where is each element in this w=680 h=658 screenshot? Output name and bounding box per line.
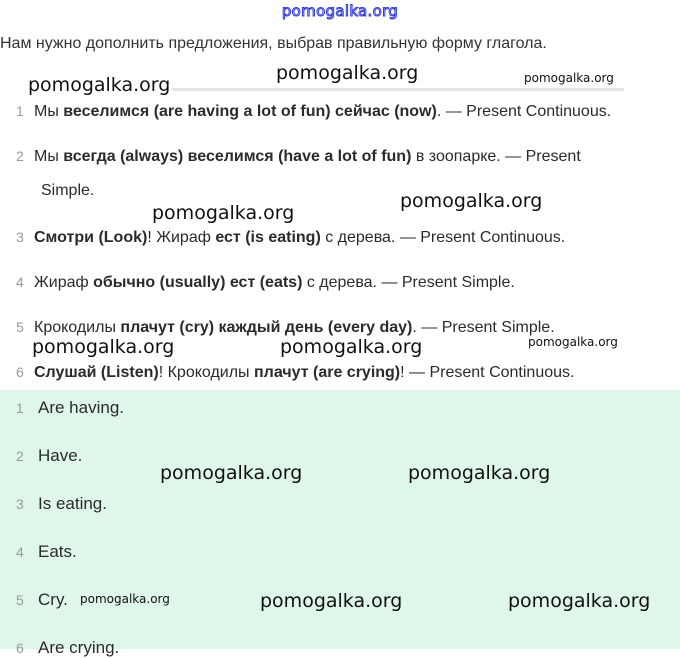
watermark: pomogalka.org xyxy=(508,590,651,612)
answer-number: 3 xyxy=(16,496,24,512)
answer-text: Eats. xyxy=(38,542,77,561)
answer-number: 1 xyxy=(16,400,24,416)
answer-item xyxy=(16,590,68,610)
item-text xyxy=(34,229,565,246)
watermark: pomogalka.org xyxy=(260,590,403,612)
answer-text: Are having. xyxy=(38,398,124,417)
item-text-plain: Мы xyxy=(34,148,64,165)
watermark: pomogalka.org xyxy=(32,336,175,358)
exercise-item xyxy=(16,272,515,293)
exercise-item xyxy=(16,227,565,248)
item-text xyxy=(34,319,555,336)
item-text-plain: Жираф xyxy=(34,274,94,291)
item-text-bold: плачут (are crying) xyxy=(254,364,401,381)
exercise-item xyxy=(16,101,611,122)
watermark: pomogalka.org xyxy=(400,190,543,212)
watermark: pomogalka.org xyxy=(280,336,423,358)
item-number: 4 xyxy=(16,274,24,290)
watermark: pomogalka.org xyxy=(524,71,614,85)
answer-text: Is eating. xyxy=(38,494,107,513)
item-text-plain: Крокодилы xyxy=(34,319,121,336)
item-number: 2 xyxy=(16,148,24,164)
answer-text: Cry. xyxy=(38,590,68,609)
watermark: pomogalka.org xyxy=(80,592,170,606)
answer-item xyxy=(16,398,124,418)
answer-number: 5 xyxy=(16,592,24,608)
item-text-plain: с дерева. — Present Simple. xyxy=(302,274,515,291)
item-text-plain: . — Present Simple. xyxy=(412,319,555,336)
item-text-plain: с дерева. — Present Continuous. xyxy=(320,229,566,246)
item-text-bold: Слушай (Listen) xyxy=(34,364,159,381)
watermark: pomogalka.org xyxy=(152,202,295,224)
item-text-bold: всегда (always) веселимся (have a lot of fun) xyxy=(63,148,412,165)
item-text xyxy=(34,364,574,381)
item-number: 1 xyxy=(16,103,24,119)
exercise-item xyxy=(16,362,574,383)
site-logo: pomogalka.org xyxy=(281,2,399,20)
item-text-bold: обычно (usually) ест (eats) xyxy=(93,274,303,291)
watermark: pomogalka.org xyxy=(160,462,303,484)
exercise-item xyxy=(16,146,581,167)
exercise-item xyxy=(16,317,555,338)
item-text-bold: Смотри (Look) xyxy=(34,229,148,246)
watermark: pomogalka.org xyxy=(276,62,419,84)
item-text xyxy=(34,148,581,165)
intro-text: Нам нужно дополнить предложения, выбрав правильную форму глагола. xyxy=(0,35,547,52)
item-text-plain: Мы xyxy=(34,103,64,120)
answer-text: Are crying. xyxy=(38,638,120,657)
item-text-bold: веселимся (are having a lot of fun) сейчас (now) xyxy=(63,103,437,120)
item-number: 6 xyxy=(16,364,24,380)
divider xyxy=(172,88,624,91)
watermark: pomogalka.org xyxy=(408,462,551,484)
answer-item xyxy=(16,446,82,466)
item-text-continuation: Simple. xyxy=(41,182,95,199)
answer-number: 6 xyxy=(16,640,24,656)
watermark: pomogalka.org xyxy=(28,74,171,96)
item-text-plain: ! Жираф xyxy=(147,229,216,246)
answer-number: 4 xyxy=(16,544,24,560)
item-text-plain: ! — Present Continuous. xyxy=(400,364,575,381)
answer-item xyxy=(16,494,107,514)
item-number: 5 xyxy=(16,319,24,335)
item-text-bold: ест (is eating) xyxy=(215,229,321,246)
answer-item xyxy=(16,542,77,562)
item-text-plain: . — Present Continuous. xyxy=(436,103,612,120)
item-text-plain: ! Крокодилы xyxy=(158,364,254,381)
watermark: pomogalka.org xyxy=(528,335,618,349)
answer-number: 2 xyxy=(16,448,24,464)
item-text xyxy=(34,274,515,291)
item-number: 3 xyxy=(16,229,24,245)
item-text xyxy=(34,103,611,120)
answer-text: Have. xyxy=(38,446,83,465)
item-text-plain: в зоопарке. — Present xyxy=(411,148,581,165)
answer-item xyxy=(16,638,119,658)
item-text-bold: плачут (cry) каждый день (every day) xyxy=(120,319,413,336)
